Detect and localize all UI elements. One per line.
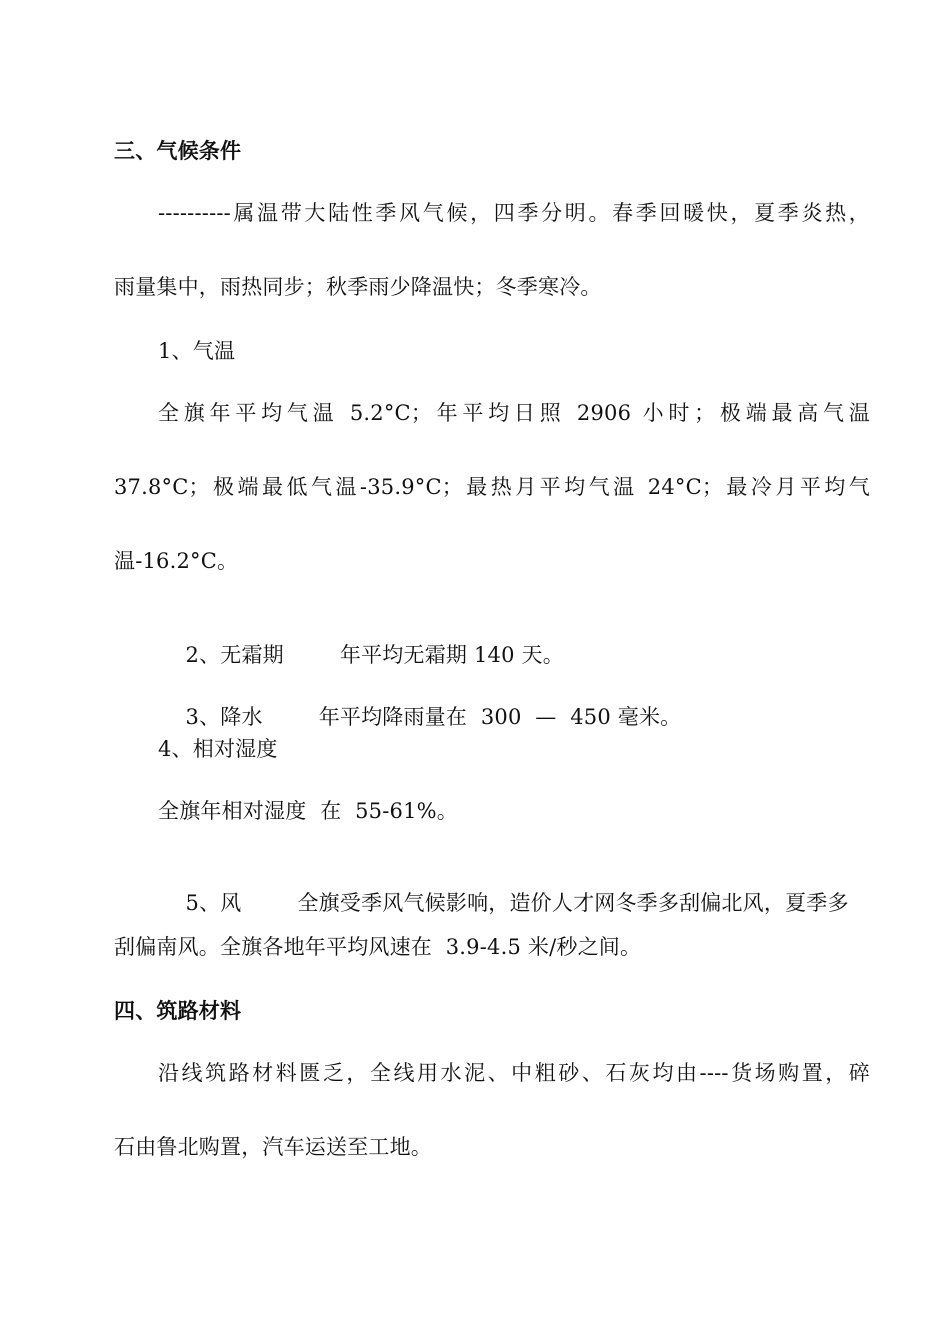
- wind-text-1: 全旗受季风气候影响，造价人才网冬季多刮偏北风，夏季多: [297, 891, 849, 915]
- climate-intro-line-2: 雨量集中，雨热同步；秋季雨少降温快；冬季寒冷。: [114, 275, 602, 299]
- subsection-title-temperature: 1、气温: [158, 339, 236, 363]
- temperature-line-3: 温-16.2°C。: [114, 549, 239, 573]
- section-heading-climate: 三、气候条件: [114, 139, 242, 163]
- materials-line-2: 石由鲁北购置，汽车运送至工地。: [114, 1135, 432, 1159]
- precipitation-text: 年平均降雨量在 300 — 450 毫米。: [318, 705, 682, 729]
- climate-intro-line-1: ----------属温带大陆性季风气候，四季分明。春季回暖快，夏季炎热，: [158, 201, 870, 225]
- materials-line-1: 沿线筑路材料匮乏，全线用水泥、中粗砂、石灰均由----货场购置，碎: [158, 1061, 870, 1085]
- subsection-title-wind: 5、风: [185, 891, 242, 915]
- wind-line-2: 刮偏南风。全旗各地年平均风速在 3.9-4.5 米/秒之间。: [114, 935, 642, 959]
- subsection-title-precipitation: 3、降水: [185, 705, 263, 729]
- subsection-title-humidity: 4、相对湿度: [158, 737, 278, 761]
- subsection-title-frost: 2、无霜期: [185, 643, 284, 667]
- section-heading-materials: 四、筑路材料: [114, 999, 242, 1023]
- humidity-text: 全旗年相对湿度 在 55-61%。: [158, 799, 458, 823]
- frost-text: 年平均无霜期 140 天。: [339, 643, 564, 667]
- temperature-line-1: 全旗年平均气温 5.2°C；年平均日照 2906 小时；极端最高气温: [158, 401, 870, 425]
- temperature-line-2: 37.8°C；极端最低气温-35.9°C；最热月平均气温 24°C；最冷月平均气: [114, 475, 870, 499]
